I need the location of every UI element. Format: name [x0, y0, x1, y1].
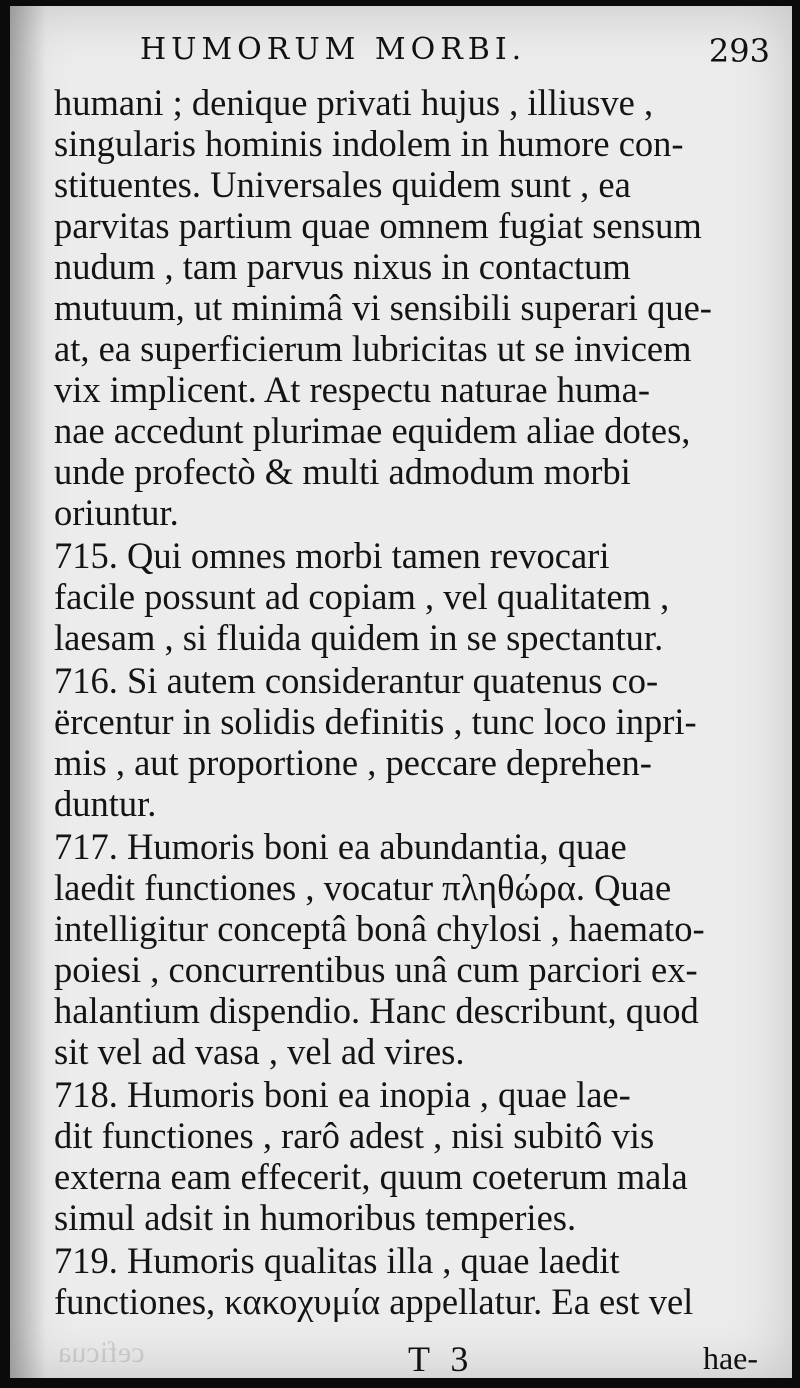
text-line: singularis hominis indolem in humore con- [54, 123, 684, 164]
text-line: at, ea superficierum lubricitas ut se invicem [54, 328, 692, 369]
signature-mark: T 3 [408, 1339, 475, 1378]
text-line: humani ; denique privati hujus , illiusve , [54, 82, 654, 123]
text-line: unde profectò & multi admodum morbi [54, 451, 631, 492]
paragraph-718-line: 718. Humoris boni ea inopia , quae lae- [54, 1074, 631, 1115]
text-line: mutuum, ut minimâ vi sensibili superari que- [54, 287, 712, 328]
text-line: halantium dispendio. Hanc describunt, quod [54, 990, 699, 1031]
text-line: laesam , si fluida quidem in se spectantur. [54, 617, 664, 658]
page-footer [10, 1336, 792, 1378]
paragraph-717-line: 717. Humoris boni ea abundantia, quae [54, 826, 627, 867]
text-line: functiones, κακοχυμία appellatur. Ea est vel [54, 1281, 694, 1322]
book-page [10, 6, 792, 1378]
text-line: sit vel ad vasa , vel ad vires. [54, 1031, 465, 1072]
body-text [54, 82, 744, 1322]
page-gutter-shadow [10, 6, 46, 1378]
text-line: externa eam effecerit, quum coeterum mala [54, 1156, 688, 1197]
text-line: parvitas partium quae omnem fugiat sensum [54, 205, 702, 246]
paragraph-716-line: 716. Si autem considerantur quatenus co- [54, 660, 659, 701]
paragraph-719-line: 719. Humoris qualitas illa , quae laedit [54, 1240, 620, 1281]
text-line: nudum , tam parvus nixus in contactum [54, 246, 631, 287]
text-line: laedit functiones , vocatur πληθώρα. Quae [54, 867, 672, 908]
text-line: simul adsit in humoribus temperies. [54, 1197, 577, 1238]
text-line: nae accedunt plurimae equidem aliae dotes, [54, 410, 691, 451]
text-line: stituentes. Universales quidem sunt , ea [54, 164, 631, 205]
text-line: facile possunt ad copiam , vel qualitatem , [54, 576, 670, 617]
text-line: vix implicent. At respectu naturae huma- [54, 369, 650, 410]
text-line: ërcentur in solidis definitis , tunc loco inpri- [54, 701, 697, 742]
paragraph-715-line: 715. Qui omnes morbi tamen revocari [54, 535, 610, 576]
catchword: hae- [702, 1340, 758, 1376]
text-line: intelligitur conceptâ bonâ chylosi , haemato- [54, 908, 705, 949]
text-line: oriuntur. [54, 492, 179, 533]
text-line: duntur. [54, 783, 157, 824]
text-line: poiesi , concurrentibus unâ cum parciori ex- [54, 949, 698, 990]
page-header [140, 32, 780, 82]
running-title: HUMORUM MORBI. [140, 32, 527, 67]
page-number: 293 [708, 32, 770, 70]
text-line: dit functiones , rarô adest , nisi subitô vis [54, 1115, 655, 1156]
show-through-text: ceficua [58, 1336, 145, 1369]
text-line: mis , aut proportione , peccare deprehen- [54, 742, 652, 783]
